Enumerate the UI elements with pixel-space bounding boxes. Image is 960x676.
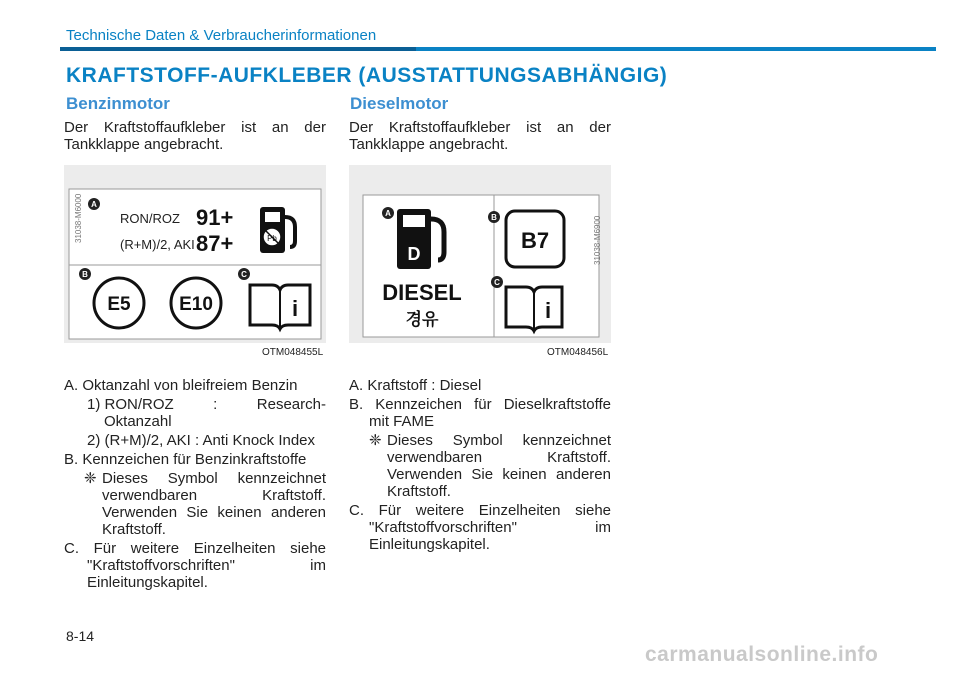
legend-c-line3: Einleitungskapitel. (87, 574, 208, 591)
legend-c-line2: "Kraftstoffvorschriften" im (369, 519, 611, 536)
b7-text: B7 (520, 228, 550, 253)
legend-b-note (369, 432, 611, 500)
note-line-2: verwendbaren Kraftstoff. (102, 487, 326, 504)
legend-b-note (84, 470, 326, 538)
label-b-letter: B (491, 213, 497, 222)
legend-a1-value: Research- (256, 396, 326, 413)
legend-b-line2: mit FAME (369, 413, 435, 430)
diesel-label-illustration (349, 165, 611, 343)
label-b-letter: B (82, 270, 88, 279)
petrol-legend (64, 377, 326, 591)
legend-a2: 2) (R+M)/2, AKI : Anti Knock Index (87, 432, 316, 449)
petrol-label-illustration (64, 165, 326, 343)
e5-text: E5 (107, 294, 131, 315)
legend-a: A. Kraftstoff : Diesel (349, 377, 482, 394)
section-header: Technische Daten & Verbraucherinformationen (66, 27, 377, 44)
intro-diesel: Der Kraftstoffaufkleber ist an der Tankklappe angebracht. (349, 119, 611, 153)
diesel-legend (349, 377, 611, 553)
pump-letter: D (407, 244, 421, 264)
fuel-label-figure-diesel (349, 165, 611, 343)
header-rule-accent (60, 47, 416, 51)
manual-info-symbol: i (291, 296, 299, 321)
diesel-text: DIESEL (382, 280, 462, 305)
ron-value: 91+ (196, 205, 234, 230)
watermark-footer: carmanualsonline.info (645, 643, 879, 666)
note-symbol: ❈ (84, 470, 97, 487)
figure-caption-diesel: OTM048456L (547, 347, 609, 358)
figure-caption-petrol: OTM048455L (262, 347, 324, 358)
diesel-label-code: 31038-M6900 (593, 215, 602, 265)
legend-c-line3: Einleitungskapitel. (369, 536, 490, 553)
manual-book-icon (506, 287, 562, 331)
manual-book-icon (250, 285, 310, 329)
note-line-4: Kraftstoff. (387, 483, 451, 500)
page-title: KRAFTSTOFF-AUFKLEBER (AUSSTATTUNGSABHÄNGIG) (66, 64, 668, 87)
label-a-letter: A (91, 200, 97, 209)
label-c-letter: C (241, 270, 247, 279)
fuel-label-figure-petrol (64, 165, 326, 343)
page-number: 8-14 (66, 628, 95, 644)
label-c-letter: C (494, 278, 500, 287)
heading-dieselmotor: Dieselmotor (350, 94, 449, 113)
heading-benzinmotor: Benzinmotor (66, 94, 170, 113)
manual-info-symbol: i (544, 298, 552, 323)
legend-a1-prefix: 1) RON/ROZ (87, 396, 174, 413)
legend-c-line1: C. Für weitere Einzelheiten siehe (64, 540, 326, 557)
svg-text:Pb: Pb (267, 234, 277, 243)
intro-benzin: Der Kraftstoffaufkleber ist an der Tankklappe angebracht. (64, 119, 326, 153)
aki-value: 87+ (196, 231, 234, 256)
note-line-3: Verwenden Sie keinen anderen (102, 504, 326, 521)
legend-a1 (87, 396, 326, 413)
note-line-1: Dieses Symbol kennzeichnet (387, 432, 611, 449)
legend-c-line2: "Kraftstoffvorschriften" im (87, 557, 326, 574)
label-a-letter: A (385, 209, 391, 218)
e10-text: E10 (179, 294, 213, 315)
legend-b-line1: B. Kennzeichen für Dieselkraftstoffe (349, 396, 611, 413)
note-symbol: ❈ (369, 432, 382, 449)
legend-c-line1: C. Für weitere Einzelheiten siehe (349, 502, 611, 519)
petrol-label-code: 31038-M6000 (74, 193, 83, 243)
note-line-3: Verwenden Sie keinen anderen (387, 466, 611, 483)
note-line-1: Dieses Symbol kennzeichnet (102, 470, 326, 487)
ron-label: RON/ROZ (120, 211, 180, 226)
legend-a: A. Oktanzahl von bleifreiem Benzin (64, 377, 298, 394)
legend-a1-cont: Oktanzahl (104, 413, 172, 430)
aki-label: (R+M)/2, AKI (120, 237, 195, 252)
legend-a1-colon: : (213, 396, 218, 413)
legend-b: B. Kennzeichen für Benzinkraftstoffe (64, 451, 307, 468)
diesel-korean-text: 경유 (405, 310, 439, 329)
note-line-2: verwendbaren Kraftstoff. (387, 449, 611, 466)
note-line-4: Kraftstoff. (102, 521, 166, 538)
